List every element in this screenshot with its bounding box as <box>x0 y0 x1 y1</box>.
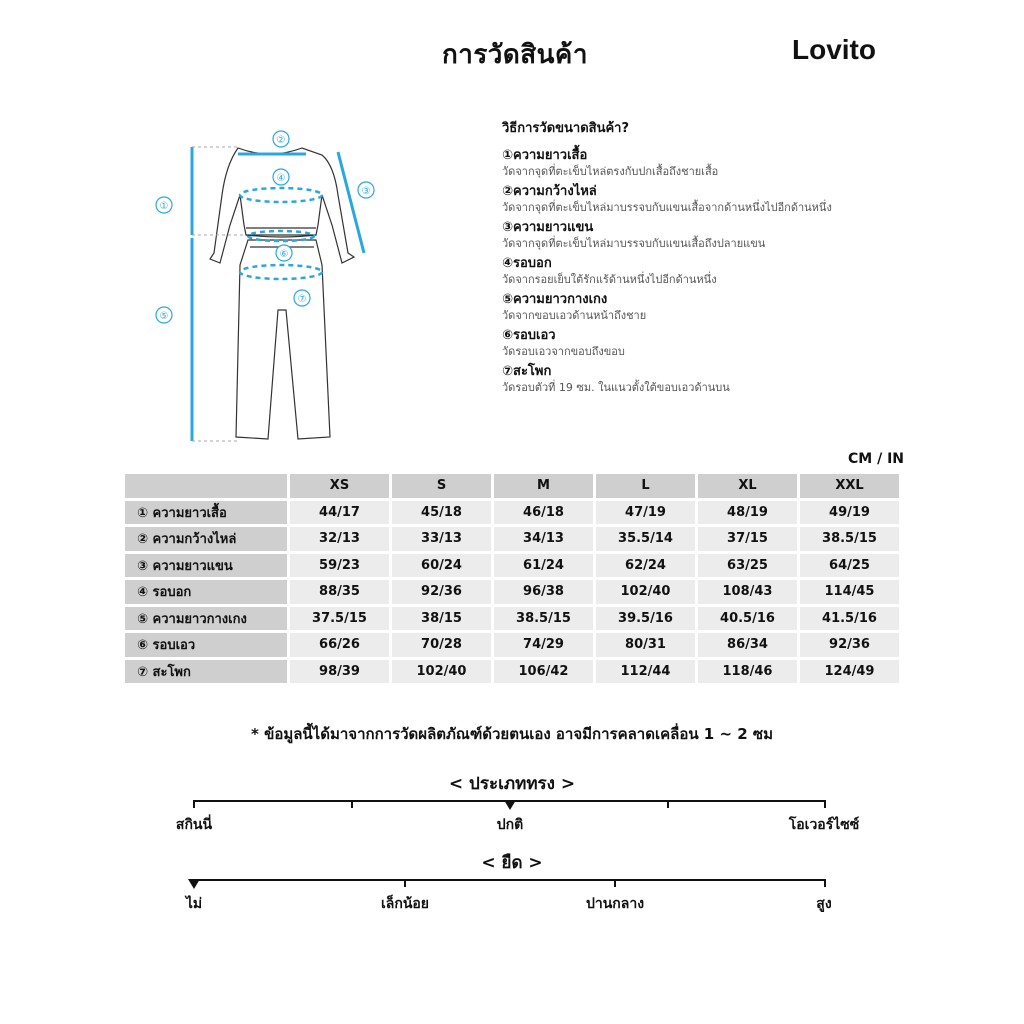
table-cell: 106/42 <box>494 660 593 684</box>
marker-1: ① <box>159 201 169 212</box>
table-cell: 108/43 <box>698 580 797 604</box>
table-cell: 32/13 <box>290 527 389 551</box>
marker-4: ④ <box>276 173 286 184</box>
table-cell: 66/26 <box>290 633 389 657</box>
fit-scale-title: < ประเภททรง > <box>448 774 576 794</box>
table-cell: 124/49 <box>800 660 899 684</box>
table-cell: 40.5/16 <box>698 607 797 631</box>
table-cell: 39.5/16 <box>596 607 695 631</box>
garment-illustration <box>150 125 390 455</box>
guide-item-shoulder <box>502 183 922 215</box>
fit-scale-tick <box>824 800 826 808</box>
stretch-scale-tick <box>614 879 616 887</box>
guide-item-waist <box>502 327 922 359</box>
stretch-label-none: ไม่ <box>185 896 203 912</box>
table-cell: 45/18 <box>392 501 491 525</box>
table-row <box>125 633 899 657</box>
table-row <box>125 660 899 684</box>
size-header: M <box>494 474 593 498</box>
row-label: ② ความกว้างไหล่ <box>125 527 287 551</box>
unit-label: CM / IN <box>848 451 904 467</box>
guide-heading: วิธีการวัดขนาดสินค้า? <box>502 121 630 136</box>
table-cell: 92/36 <box>392 580 491 604</box>
stretch-label-medium: ปานกลาง <box>585 896 645 912</box>
table-cell: 48/19 <box>698 501 797 525</box>
brand-logo: Lovito <box>792 34 876 65</box>
guide-item-desc: วัดจากจุดที่ตะเข็บไหล่มาบรรจบกับแขนเสื้อจากด้านหนึ่งไปอีกด้านหนึ่ง <box>502 201 832 214</box>
table-cell: 61/24 <box>494 554 593 578</box>
marker-7: ⑦ <box>297 294 307 305</box>
table-cell: 118/46 <box>698 660 797 684</box>
table-cell: 38.5/15 <box>494 607 593 631</box>
table-cell: 70/28 <box>392 633 491 657</box>
table-cell: 102/40 <box>392 660 491 684</box>
stretch-scale-tick <box>404 879 406 887</box>
guide-item-title: ⑥รอบเอว <box>502 328 556 343</box>
fit-scale-tick <box>351 800 353 808</box>
guide-item-desc: วัดจากรอยเย็บใต้รักแร้ด้านหนึ่งไปอีกด้านหนึ่ง <box>502 273 717 286</box>
table-cell: 80/31 <box>596 633 695 657</box>
table-cell: 60/24 <box>392 554 491 578</box>
fit-scale-tick <box>667 800 669 808</box>
guide-item-desc: วัดรอบเอวจากขอบถึงขอบ <box>502 345 625 358</box>
table-cell: 59/23 <box>290 554 389 578</box>
table-cell: 74/29 <box>494 633 593 657</box>
guide-item-bust <box>502 255 922 287</box>
table-cell: 47/19 <box>596 501 695 525</box>
guide-item-top-length <box>502 147 922 179</box>
table-cell: 102/40 <box>596 580 695 604</box>
table-cell: 64/25 <box>800 554 899 578</box>
guide-item-desc: วัดจากจุดที่ตะเข็บไหล่มาบรรจบกับแขนเสื้อถึงปลายแขน <box>502 237 766 250</box>
stretch-label-high: สูง <box>816 896 832 912</box>
table-cell: 38/15 <box>392 607 491 631</box>
guide-item-title: ③ความยาวแขน <box>502 220 594 235</box>
table-row <box>125 554 899 578</box>
size-table <box>122 471 902 686</box>
size-header: S <box>392 474 491 498</box>
table-row <box>125 607 899 631</box>
page-title: การวัดสินค้า <box>442 40 588 70</box>
table-cell: 38.5/15 <box>800 527 899 551</box>
marker-5: ⑤ <box>159 311 169 322</box>
row-label: ⑥ รอบเอว <box>125 633 287 657</box>
table-cell: 44/17 <box>290 501 389 525</box>
row-label: ④ รอบอก <box>125 580 287 604</box>
marker-6: ⑥ <box>279 249 289 260</box>
table-cell: 49/19 <box>800 501 899 525</box>
table-cell: 34/13 <box>494 527 593 551</box>
table-cell: 41.5/16 <box>800 607 899 631</box>
table-cell: 114/45 <box>800 580 899 604</box>
marker-2: ② <box>276 135 286 146</box>
table-row <box>125 501 899 525</box>
fit-label-regular: ปกติ <box>496 817 524 833</box>
row-label: ⑤ ความยาวกางเกง <box>125 607 287 631</box>
size-header: L <box>596 474 695 498</box>
table-cell: 86/34 <box>698 633 797 657</box>
guide-item-title: ②ความกว้างไหล่ <box>502 184 597 199</box>
table-cell: 62/24 <box>596 554 695 578</box>
table-corner <box>125 474 287 498</box>
guide-item-sleeve <box>502 219 922 251</box>
measurement-note: * ข้อมูลนี้ได้มาจากการวัดผลิตภัณฑ์ด้วยตนเอง อาจมีการคลาดเคลื่อน 1 ~ 2 ซม <box>251 725 773 743</box>
guide-item-desc: วัดรอบตัวที่ 19 ซม. ในแนวตั้งใต้ขอบเอวด้านบน <box>502 381 730 394</box>
table-row <box>125 527 899 551</box>
fit-label-oversize: โอเวอร์ไซซ์ <box>788 817 860 833</box>
size-header: XXL <box>800 474 899 498</box>
stretch-label-slight: เล็กน้อย <box>380 896 430 912</box>
fit-selected-marker <box>504 800 516 810</box>
fit-scale-tick <box>193 800 195 808</box>
fit-label-skinny: สกินนี่ <box>175 817 213 833</box>
marker-3: ③ <box>361 186 371 197</box>
row-label: ⑦ สะโพก <box>125 660 287 684</box>
table-cell: 63/25 <box>698 554 797 578</box>
stretch-selected-marker <box>188 879 200 889</box>
stretch-scale-title: < ยืด > <box>481 853 543 873</box>
table-cell: 37.5/15 <box>290 607 389 631</box>
table-cell: 33/13 <box>392 527 491 551</box>
guide-item-desc: วัดจากจุดที่ตะเข็บไหล่ตรงกับปกเสื้อถึงชายเสื้อ <box>502 165 719 178</box>
table-cell: 98/39 <box>290 660 389 684</box>
table-cell: 35.5/14 <box>596 527 695 551</box>
measurement-guide <box>502 117 922 399</box>
guide-item-title: ①ความยาวเสื้อ <box>502 148 588 163</box>
table-cell: 92/36 <box>800 633 899 657</box>
size-header: XS <box>290 474 389 498</box>
stretch-scale-line <box>194 879 826 881</box>
guide-item-hip <box>502 363 922 395</box>
guide-item-title: ④รอบอก <box>502 256 552 271</box>
guide-item-pants-length <box>502 291 922 323</box>
stretch-scale-tick <box>824 879 826 887</box>
table-header-row <box>125 474 899 498</box>
guide-item-title: ⑦สะโพก <box>502 364 552 379</box>
table-cell: 37/15 <box>698 527 797 551</box>
table-cell: 88/35 <box>290 580 389 604</box>
size-header: XL <box>698 474 797 498</box>
table-cell: 96/38 <box>494 580 593 604</box>
row-label: ③ ความยาวแขน <box>125 554 287 578</box>
table-cell: 46/18 <box>494 501 593 525</box>
row-label: ① ความยาวเสื้อ <box>125 501 287 525</box>
guide-item-desc: วัดจากขอบเอวด้านหน้าถึงชาย <box>502 309 647 322</box>
table-cell: 112/44 <box>596 660 695 684</box>
table-row <box>125 580 899 604</box>
guide-item-title: ⑤ความยาวกางเกง <box>502 292 608 307</box>
